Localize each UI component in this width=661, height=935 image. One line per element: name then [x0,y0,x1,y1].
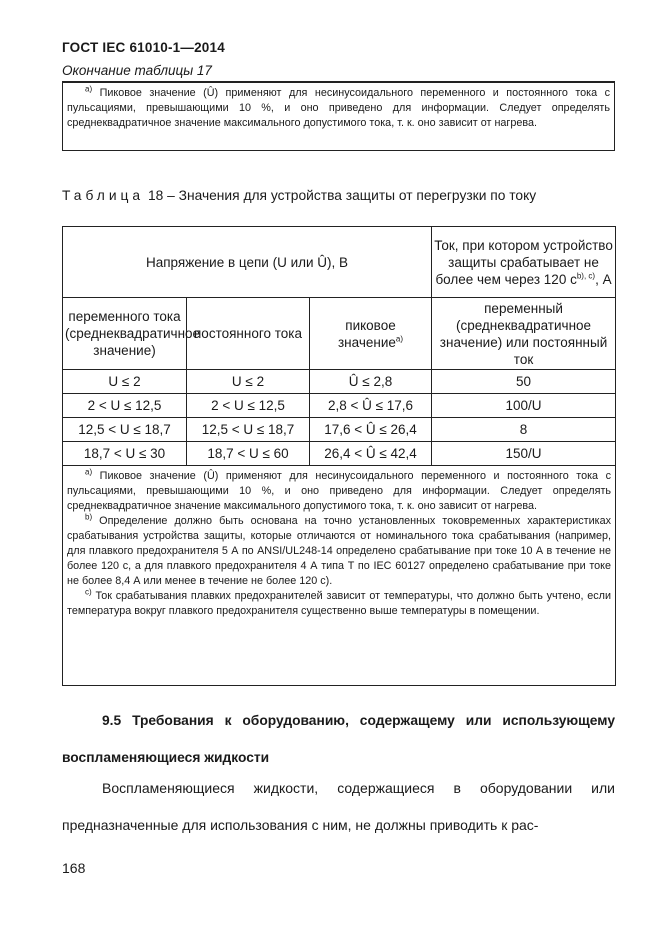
footnote-a [67,469,611,514]
footnote-text: Пиковое значение (Û) применяют для несинусоидального переменного и постоянного тока с пульсациями, превышающими 10 %, и оно приведено для информации. Следует определять среднеквадратичное значение максимального допустимого тока, т. к. оно зависит от нагрева. [67,470,612,512]
subheader-current: переменный (среднеквадратичное значение) или постоянный ток [432,298,616,370]
subheader-peak-footnote-marker: a) [395,334,404,343]
body-paragraph: Воспламеняющиеся жидкости, содержащиеся в оборудовании или предназначенные для использования с ним, не должны приводить к рас- [62,780,615,833]
cell-dc: U ≤ 2 [187,370,310,394]
footnote-text: Ток срабатывания плавких предохранителей зависит от температуры, что должно быть учтено, если температура вокруг плавкого предохранителя существенно выше температуры в помещении. [67,590,612,617]
table-row [63,442,616,466]
table-caption [62,188,536,203]
table-row [63,418,616,442]
cell-dc: 18,7 < U ≤ 60 [187,442,310,466]
cell-ac: U ≤ 2 [63,370,187,394]
table-header-row [63,227,616,298]
cell-current: 150/U [432,442,616,466]
footnote-marker: c) [85,587,92,597]
footnote-marker: a) [85,84,93,94]
cell-dc: 12,5 < U ≤ 18,7 [187,418,310,442]
subheader-ac: переменного тока (среднеквадратичное значение) [63,298,187,370]
previous-table-footnote [62,81,615,151]
overcurrent-protection-table [62,226,616,686]
document-header: ГОСТ IEC 61010-1—2014 [62,40,225,55]
header-current-text: Ток, при котором устройство защиты срабатывает не более чем через 120 с [434,237,613,287]
subheader-peak-text: пиковое значение [337,317,396,350]
header-current-unit: , А [595,271,612,287]
header-current-footnote-marker: b), c) [576,271,596,280]
cell-peak: 26,4 < Û ≤ 42,4 [310,442,432,466]
table-caption-text: 18 – Значения для устройства защиты от перегрузки по току [144,188,537,203]
table-row [63,394,616,418]
cell-peak: 2,8 < Û ≤ 17,6 [310,394,432,418]
cell-dc: 2 < U ≤ 12,5 [187,394,310,418]
footnote-text: Определение должно быть основана на точно установленных токовременных характеристиках срабатывания устройства защиты, которые отличаются от номинального тока срабатывания (например, для плавкого предохранителя 5 А по ANSI/UL248-14 определено срабатывание при токе 10 А в течение не более 120 с, а для плавкого предохранителя 4 А типа T по IEC 60127 определено срабатывание при токе не более 8,4 А или менее в течение не более 120 с). [67,515,612,587]
table-footnotes [63,466,616,686]
subheader-peak [310,298,432,370]
table-caption-word: Таблица [62,188,145,203]
header-current [432,227,616,298]
cell-peak: Û ≤ 2,8 [310,370,432,394]
table-row [63,370,616,394]
table-footnotes-row [63,466,616,686]
section-heading: 9.5 Требования к оборудованию, содержащему или использующему воспламеняющиеся жидкости [62,713,615,765]
footnote-c [67,589,611,619]
cell-ac: 2 < U ≤ 12,5 [63,394,187,418]
table-subheader-row [63,298,616,370]
table-continuation-label: Окончание таблицы 17 [62,63,212,78]
page-number: 168 [62,860,86,876]
footnote-text: Пиковое значение (Û) применяют для несинусоидального переменного и постоянного тока с пульсациями, превышающими 10 %, и оно приведено для информации. Следует определять среднеквадратичное значение максимального допустимого тока, т. к. оно зависит от нагрева. [67,87,610,129]
footnote-marker: b) [85,512,93,522]
cell-peak: 17,6 < Û ≤ 26,4 [310,418,432,442]
footnote-marker: a) [85,467,93,477]
cell-current: 8 [432,418,616,442]
cell-ac: 18,7 < U ≤ 30 [63,442,187,466]
subheader-dc: постоянного тока [187,298,310,370]
cell-ac: 12,5 < U ≤ 18,7 [63,418,187,442]
footnote-b [67,514,611,589]
cell-current: 50 [432,370,616,394]
cell-current: 100/U [432,394,616,418]
header-voltage: Напряжение в цепи (U или Û), В [63,227,432,298]
